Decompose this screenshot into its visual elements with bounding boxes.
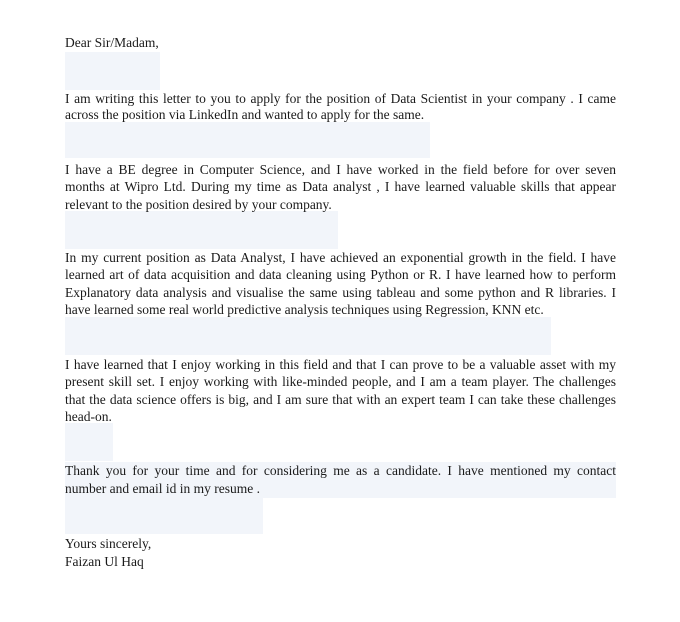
highlight-band <box>65 497 263 534</box>
paragraph-4-line-2: present skill set. I enjoy working with like-minded people, and I am a team player. The challenges <box>65 374 616 389</box>
paragraph-4-line-4: head-on. <box>65 409 112 424</box>
paragraph-1-line-2: across the position via LinkedIn and wanted to apply for the same. <box>65 107 425 122</box>
paragraph-3-line-3: Explanatory data analysis and visualise the same using tableau and some python and R libraries. I <box>65 285 616 300</box>
highlight-band <box>65 122 430 158</box>
signature-name: Faizan Ul Haq <box>65 554 144 569</box>
paragraph-4-line-1: I have learned that I enjoy working in this field and that I can prove to be a valuable asset with my <box>65 357 616 372</box>
salutation: Dear Sir/Madam, <box>65 35 159 50</box>
closing: Yours sincerely, <box>65 536 152 551</box>
highlight-band <box>65 211 338 249</box>
highlight-band <box>65 423 113 461</box>
highlight-band <box>65 317 551 355</box>
paragraph-5-line-1: Thank you for your time and for considering me as a candidate. I have mentioned my contact <box>65 463 616 478</box>
paragraph-5-line-2: number and email id in my resume . <box>65 481 260 496</box>
paragraph-2-line-2: months at Wipro Ltd. During my time as Data analyst , I have learned valuable skills that appear <box>65 179 616 194</box>
paragraph-4-line-3: that the data science offers is big, and I am sure that with an expert team I can take these challenges <box>65 392 616 407</box>
paragraph-3-line-1: In my current position as Data Analyst, I have achieved an exponential growth in the field. I have <box>65 250 616 265</box>
paragraph-2-line-1: I have a BE degree in Computer Science, and I have worked in the field before for over seven <box>65 162 616 177</box>
paragraph-2-line-3: relevant to the position desired by your company. <box>65 197 332 212</box>
paragraph-1-line-1: I am writing this letter to you to apply for the position of Data Scientist in your company . I came <box>65 91 616 106</box>
paragraph-3-line-4: have learned some real world predictive analysis techniques using Regression, KNN etc. <box>65 302 544 317</box>
highlight-band <box>65 52 160 90</box>
paragraph-3-line-2: learned art of data acquisition and data cleaning using Python or R. I have learned how to perform <box>65 267 616 282</box>
